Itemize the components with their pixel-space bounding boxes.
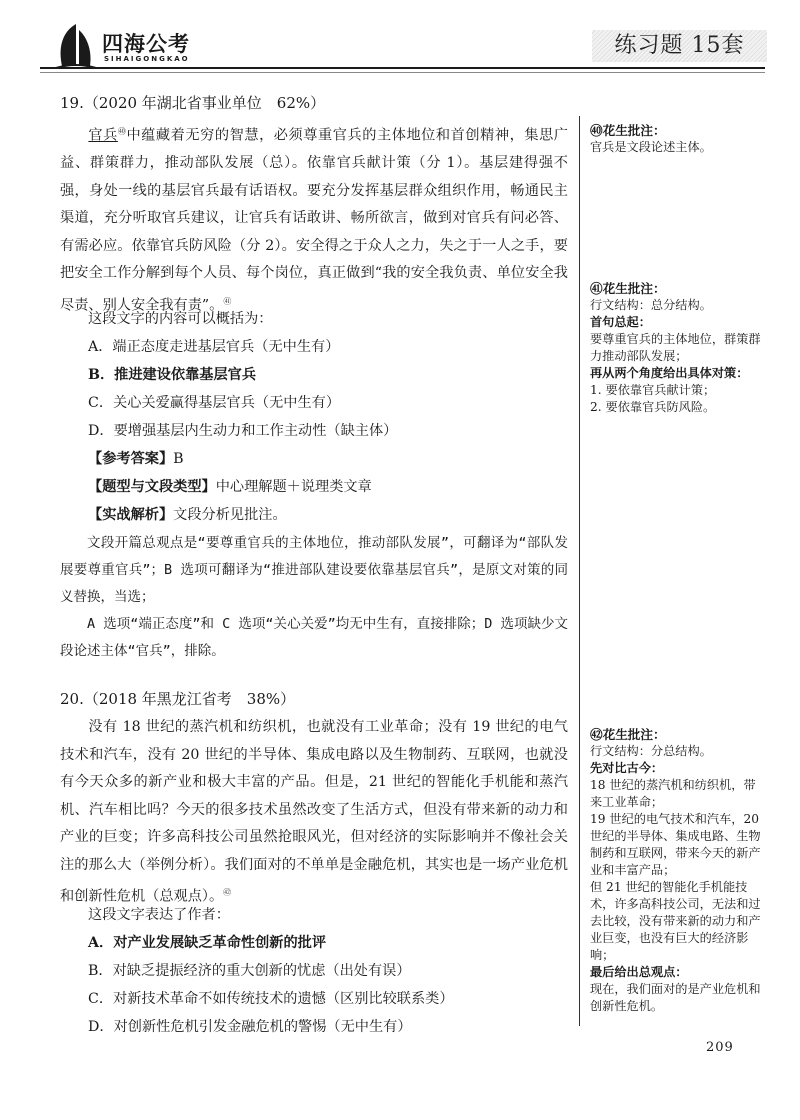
- q19-option-a: A．端正态度走进基层官兵（无中生有）: [88, 339, 340, 355]
- header-rule: [40, 67, 765, 69]
- type-value: 中心理解题＋说理类文章: [215, 479, 372, 495]
- sidenote-42-line: 先对比古今：: [590, 761, 664, 775]
- sidenote-41: [590, 280, 765, 416]
- q19-stem: 这段文字的内容可以概括为：: [88, 311, 273, 327]
- sidenote-42-line: 19 世纪的电气技术和汽车，20 世纪的半导体、集成电路、生物制药和互联网，带来今天的新产业和丰富产品；: [590, 812, 761, 877]
- sidenote-42: [590, 726, 765, 1015]
- q19-answer: [88, 446, 184, 474]
- logo-chinese-text: 四海公考: [102, 32, 190, 56]
- logo-pinyin-text: SIHAIGONGKAO: [104, 55, 190, 63]
- q20-stem: 这段文字表达了作者：: [88, 907, 230, 923]
- analysis-intro: 文段分析见批注。: [173, 507, 287, 523]
- q20-option-b: B．对缺乏提振经济的重大创新的忧虑（出处有误）: [88, 963, 411, 979]
- q19-option-b: B．推进建设依靠基层官兵: [88, 367, 257, 383]
- q20-option-d: D．对创新性危机引发金融危机的警惕（无中生有）: [88, 1019, 412, 1035]
- page-number: 209: [706, 1040, 734, 1055]
- answer-label: 【参考答案】: [88, 451, 174, 467]
- q20-option-a: A．对产业发展缺乏革命性创新的批评: [88, 935, 327, 951]
- footnote-42-marker: ㊷: [223, 888, 232, 897]
- q20-option-c: C．对新技术革命不如传统技术的遗憾（区别比较联系类）: [88, 991, 454, 1007]
- sidenote-41-line: 行文结构：总分结构。: [590, 298, 712, 312]
- header-rule-thin: [40, 72, 765, 73]
- q19-option-d: D．要增强基层内生动力和工作主动性（缺主体）: [88, 423, 398, 439]
- sidenote-42-line: 但 21 世纪的智能化手机能技术，许多高科技公司，无法和过去比较，没有带来新的动力和产业巨变，也没有巨大的经济影响；: [590, 880, 761, 962]
- q19-option-c: C．关心关爱赢得基层官兵（无中生有）: [88, 395, 341, 411]
- sidenote-41-line: 要尊重官兵的主体地位，群策群力推动部队发展；: [590, 332, 761, 363]
- sidenote-41-line: 首句总起：: [590, 315, 651, 329]
- sail-logo-icon: [52, 22, 100, 72]
- type-label: 【题型与文段类型】: [88, 479, 216, 495]
- q19-subject-underlined: 官兵: [88, 127, 118, 144]
- sidenote-40-line: 官兵是文段论述主体。: [590, 140, 712, 154]
- margin-divider: [579, 116, 580, 1026]
- footnote-41-marker: ㊶: [223, 296, 232, 306]
- sidenote-41-line: 2. 要依靠官兵防风险。: [590, 400, 716, 414]
- q20-title: 20.（2018 年黑龙江省考 38%）: [60, 690, 296, 708]
- q19-analysis-head: [88, 502, 287, 530]
- sidenote-42-line: 现在，我们面对的是产业危机和创新性危机。: [590, 982, 761, 1013]
- q19-passage-text: 中蕴藏着无穷的智慧，必须尊重官兵的主体地位和首创精神，集思广益、群策群力，推动部队发展（总）。依靠官兵献计策（分 1）。基层建得强不强，身处一线的基层官兵最有话语权。要充分发挥基层群众组织作用，畅通民主渠道，充分听取官兵建议，让官兵有话敢讲、畅所欲言，做到对官兵有问必答、有需必应。依靠官兵防风险（分 2）。安全得之于众人之力，失之于一人之手，要把安全工作分解到每个人员、每个岗位，真正做到“我的安全我负责、单位安全我尽责、别人安全我有责”。: [60, 127, 568, 314]
- sidenote-40: [590, 122, 765, 156]
- sidenote-42-head: ㊷花生批注：: [590, 727, 666, 742]
- sidenote-42-line: 行文结构：分总结构。: [590, 744, 712, 758]
- q19-analysis-2: A 选项“端正态度”和 C 选项“关心关爱”均无中生有，直接排除；D 选项缺少文段论述主体“官兵”，排除。: [60, 616, 568, 659]
- sidenote-41-line: 再从两个角度给出具体对策：: [590, 366, 749, 380]
- q20-passage: [60, 714, 568, 911]
- sidenote-41-head: ㊶花生批注：: [590, 281, 666, 296]
- analysis-label: 【实战解析】: [88, 507, 174, 523]
- q19-title: 19.（2020 年湖北省事业单位 62%）: [60, 94, 326, 112]
- sidenote-42-line: 最后给出总观点：: [590, 965, 688, 979]
- sidenote-40-head: ㊵花生批注：: [590, 123, 666, 138]
- footnote-40-marker: ㊵: [117, 127, 127, 136]
- series-label: 练习题 15套: [592, 30, 767, 62]
- sidenote-41-line: 1. 要依靠官兵献计策；: [590, 383, 716, 397]
- q19-analysis-1: 文段开篇总观点是“要尊重官兵的主体地位，推动部队发展”，可翻译为“部队发展要尊重官兵”；B 选项可翻译为“推进部队建设要依靠基层官兵”，是原文对策的同义替换，当选；: [60, 535, 568, 605]
- answer-value: B: [173, 451, 184, 467]
- q20-passage-text: 没有 18 世纪的蒸汽机和纺织机，也就没有工业革命；没有 19 世纪的电气技术和汽车，没有 20 世纪的半导体、集成电路以及生物制药、互联网，也就没有今天众多的新产业和极大丰富的产品。但是，21 世纪的智能化手机能和蒸汽机、汽车相比吗？今天的很多技术虽然改变了生活方式，但没有带来新的动力和产业的巨变；许多高科技公司虽然抢眼风光，但对经济的实际影响并不像社会关注的那么大（举例分析）。我们面对的不单单是金融危机，其实也是一场产业危机和创新性危机（总观点）。: [60, 719, 568, 905]
- sidenote-42-line: 18 世纪的蒸汽机和纺织机，带来工业革命；: [590, 778, 756, 809]
- q19-type: [88, 474, 372, 502]
- q19-passage: [60, 118, 568, 320]
